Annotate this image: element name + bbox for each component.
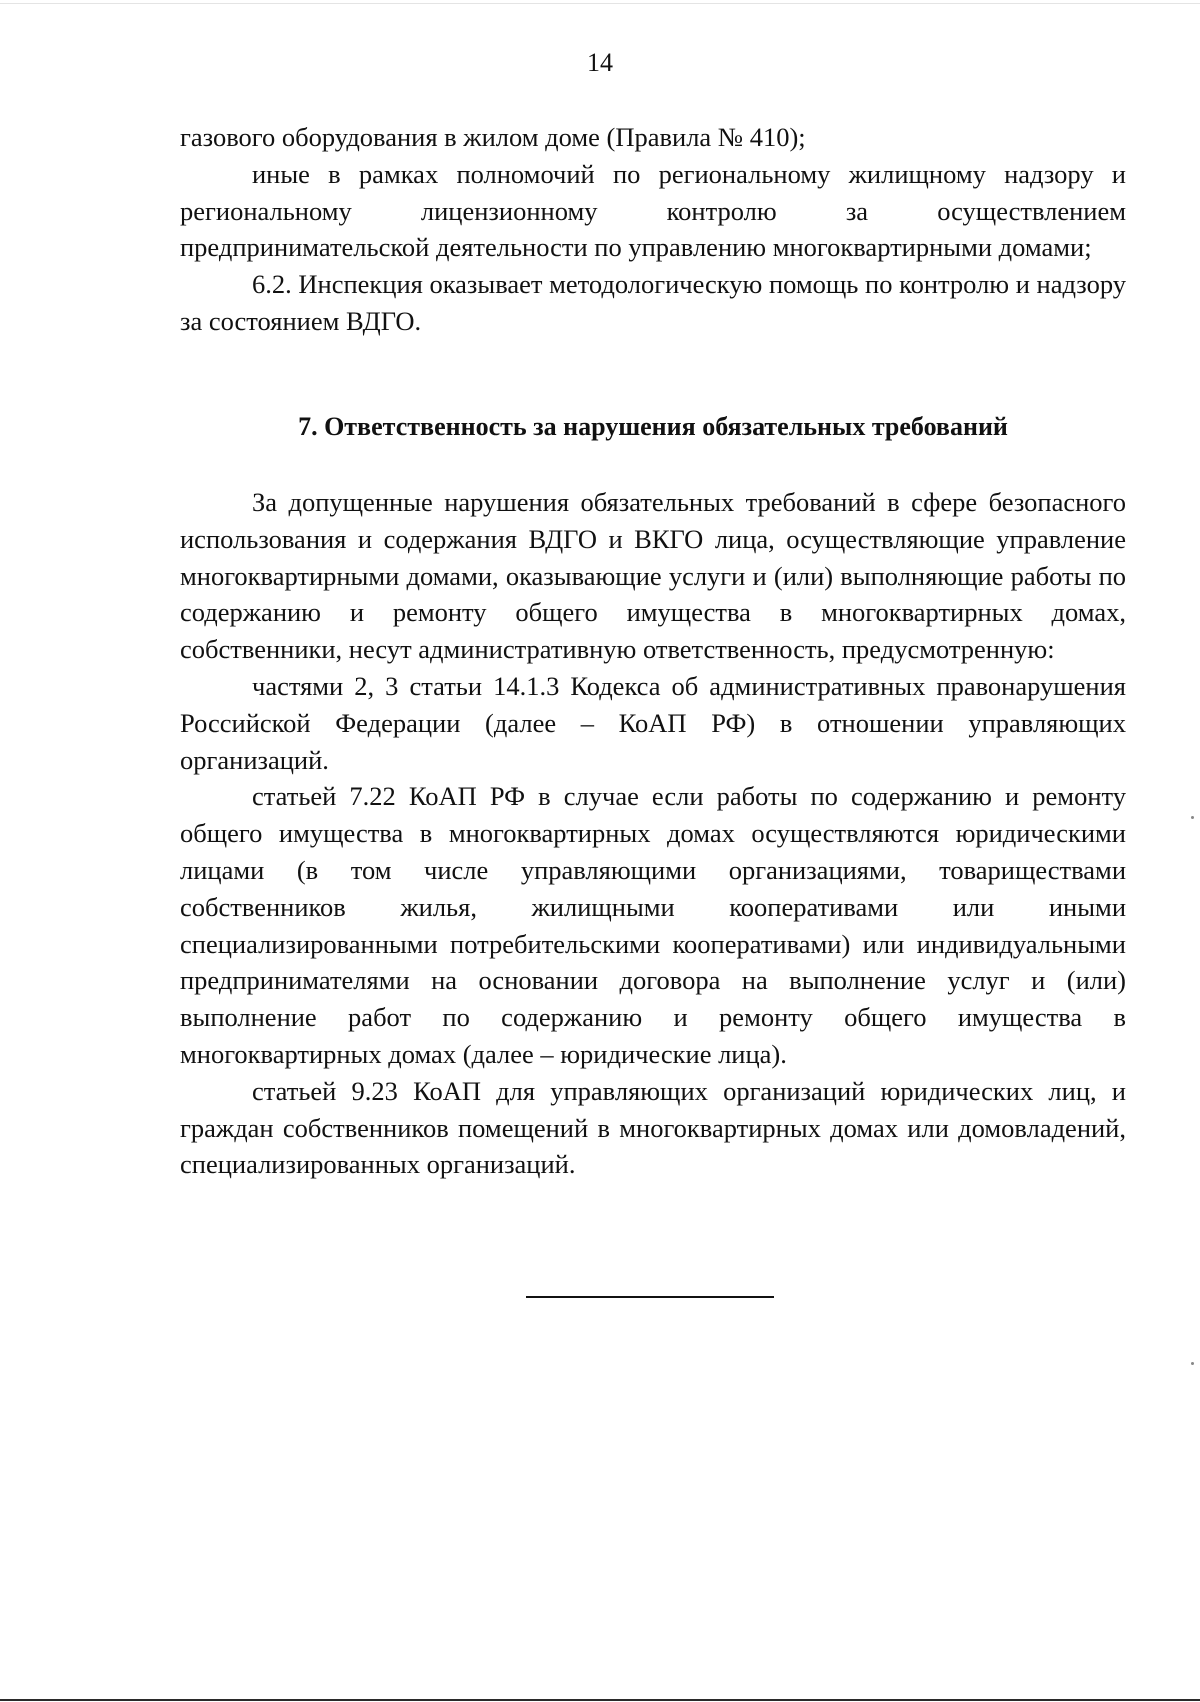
page-number: 14 (587, 48, 613, 77)
paragraph-article-14-1-3: частями 2, 3 статьи 14.1.3 Кодекса об административных правонарушения Российской Федерации (далее – КоАП РФ) в отношении управляющих организаций. (180, 670, 1126, 775)
paragraph-liability-intro: За допущенные нарушения обязательных требований в сфере безопасного использования и содержания ВДГО и ВКГО лица, осуществляющие управление многоквартирными домами, оказывающие услуги и (или) выполняющие работы по содержанию и ремонту общего имущества в многоквартирных домах, собственники, несут административную ответственность, предусмотренную: (180, 487, 1126, 665)
paragraph-article-7-22: статьей 7.22 КоАП РФ в случае если работы по содержанию и ремонту общего имущества в многоквартирных домах осуществляются юридическими лицами (в том числе управляющими организациями, товариществами собственников жилья, жилищными кооперативами или иными специализированными потребительскими кооперативами) или индивидуальными предпринимателями на основании договора на выполнение услуг и (или) выполнение работ по содержанию и ремонту общего имущества в многоквартирных домах (далее – юридические лица). (180, 781, 1126, 1069)
scan-top-edge (0, 3, 1200, 4)
paragraph-other-powers: иные в рамках полномочий по региональному жилищному надзору и региональному лицензионному контролю за осуществлением предпринимательской деятельности по управлению многоквартирными домами; (180, 158, 1126, 263)
paragraph-gas-equipment-rules: газового оборудования в жилом доме (Правила № 410); (180, 122, 806, 152)
end-of-document-rule (526, 1296, 774, 1298)
section-heading: 7. Ответственность за нарушения обязательных требований (298, 412, 1008, 441)
scan-speck (1191, 816, 1194, 819)
scan-bottom-edge (0, 1699, 1200, 1701)
paragraph-6-2: 6.2. Инспекция оказывает методологическую помощь по контролю и надзору за состоянием ВДГО. (180, 269, 1126, 336)
scan-speck (1191, 1362, 1194, 1365)
paragraph-article-9-23: статьей 9.23 КоАП для управляющих организаций юридических лиц, и граждан собственников помещений в многоквартирных домах или домовладений, специализированных организаций. (180, 1075, 1126, 1180)
text-block-before-heading (180, 119, 1126, 340)
text-block-after-heading (180, 484, 1126, 1183)
